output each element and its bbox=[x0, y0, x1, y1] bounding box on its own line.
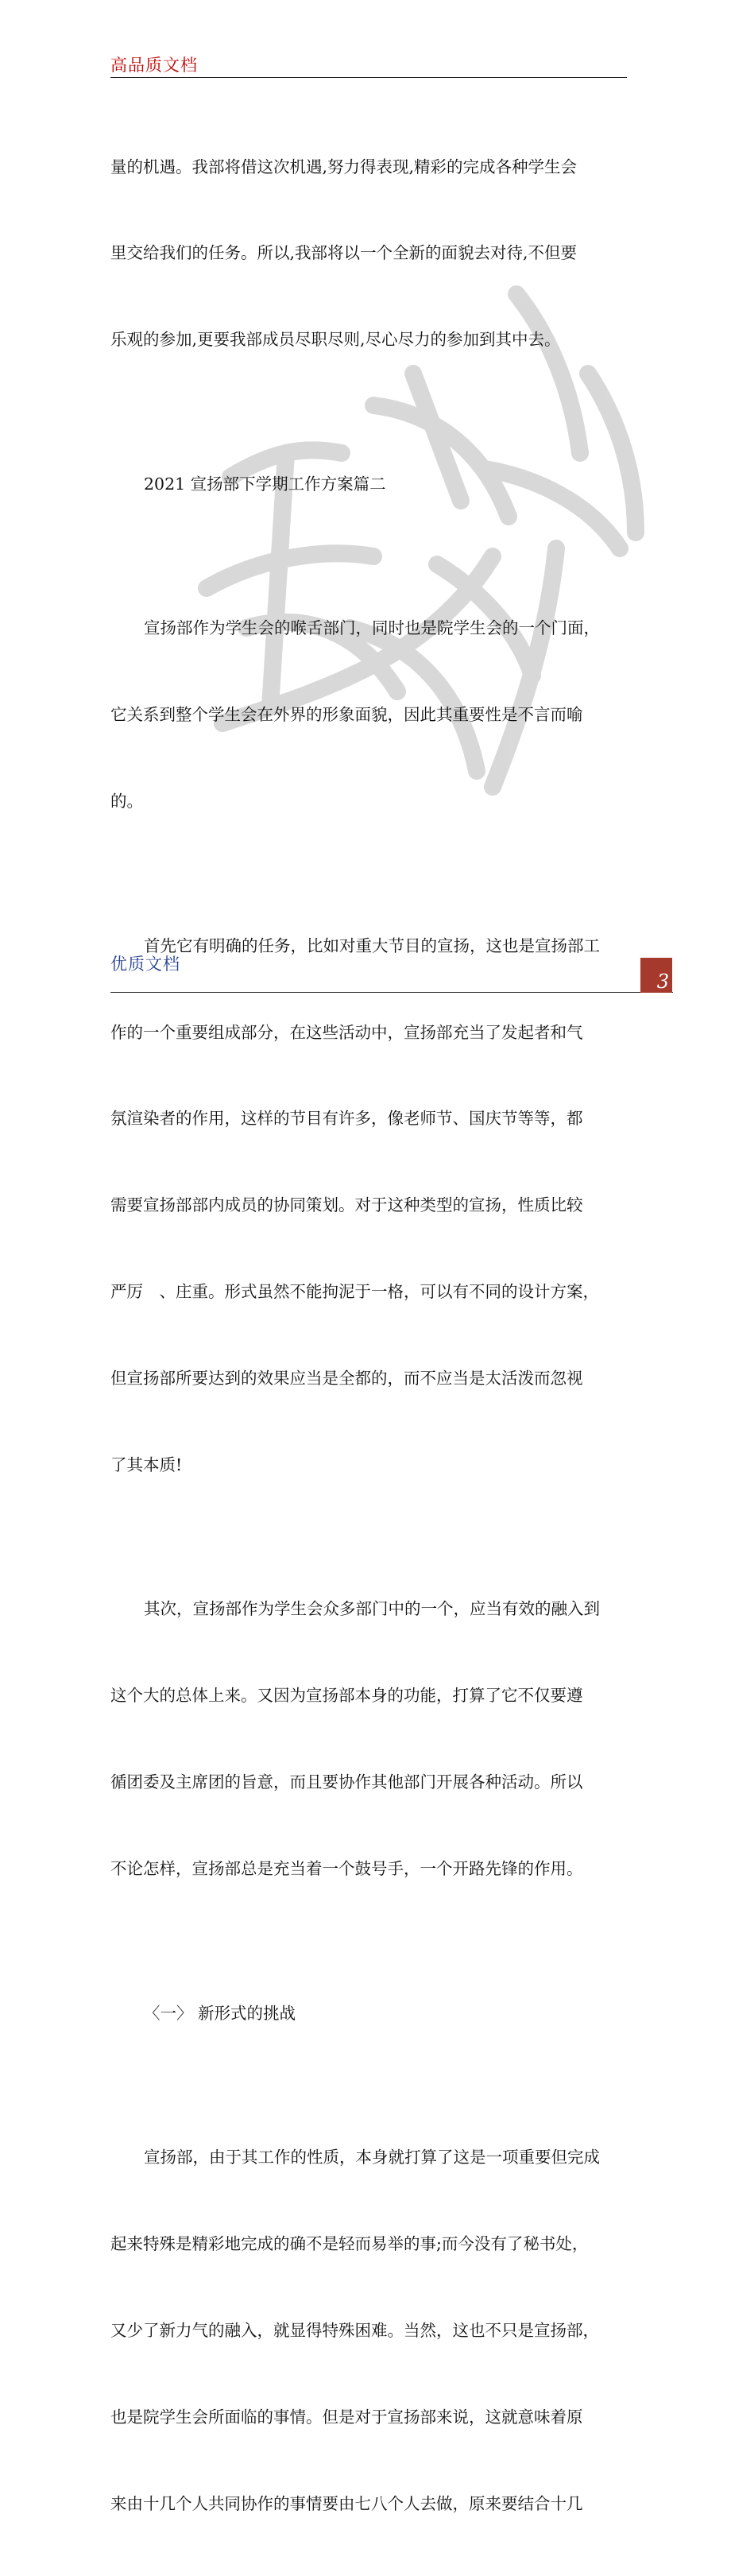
paragraph bbox=[110, 2085, 635, 2575]
subsection-heading bbox=[110, 1941, 635, 2085]
text-line: 它关系到整个学生会在外界的形象面貌，因此其重要性是不言而喻 bbox=[110, 705, 583, 725]
text-line: 需要宣扬部部内成员的协同策划。对于这种类型的宣扬，性质比较 bbox=[110, 1195, 583, 1215]
text-line: 作的一个重要组成部分，在这些活动中，宣扬部充当了发起者和气 bbox=[110, 1022, 583, 1042]
text-line: 来由十几个人共同协作的事情要由七八个人去做，原来要结合十几 bbox=[110, 2493, 583, 2513]
paragraph bbox=[110, 95, 635, 412]
paragraph bbox=[110, 556, 635, 874]
footer-divider bbox=[110, 992, 673, 993]
page-number: 3 bbox=[656, 970, 669, 993]
text-line: 量的机遇。我部将借这次机遇,努力得表现,精彩的完成各种学生会 bbox=[110, 157, 578, 176]
text-line: 了其本质! bbox=[110, 1455, 183, 1474]
text-line: 循团委及主席团的旨意，而且要协作其他部门开展各种活动。所以 bbox=[110, 1772, 583, 1792]
text-line: 宣扬部，由于其工作的性质，本身就打算了这是一项重要但完成 bbox=[144, 2148, 600, 2167]
text-line: 严厉 、庄重。形式虽然不能拘泥于一格，可以有不同的设计方案， bbox=[110, 1282, 599, 1302]
page-number-badge bbox=[640, 958, 672, 993]
paragraph bbox=[110, 1537, 635, 1941]
header-title: 高品质文档 bbox=[110, 56, 198, 75]
text-line: 也是院学生会所面临的事情。但是对于宣扬部来说，这就意味着原 bbox=[110, 2407, 583, 2427]
text-line: 〈一〉 新形式的挑战 bbox=[144, 2003, 296, 2023]
text-line: 首先它有明确的任务，比如对重大节目的宣扬，这也是宣扬部工 bbox=[144, 935, 600, 955]
text-line: 不论怎样，宣扬部总是充当着一个鼓号手，一个开路先锋的作用。 bbox=[110, 1859, 583, 1879]
footer-title: 优质文档 bbox=[110, 955, 180, 974]
text-line: 乐观的参加,更要我部成员尽职尽则,尽心尽力的参加到其中去。 bbox=[110, 330, 561, 350]
section-heading bbox=[110, 412, 635, 556]
text-line: 其次，宣扬部作为学生会众多部门中的一个，应当有效的融入到 bbox=[144, 1599, 600, 1619]
paragraph bbox=[110, 874, 635, 1537]
text-line: 又少了新力气的融入，就显得特殊困难。当然，这也不只是宣扬部， bbox=[110, 2320, 599, 2340]
text-line: 里交给我们的任务。所以,我部将以一个全新的面貌去对待,不但要 bbox=[110, 243, 578, 263]
text-line: 这个大的总体上来。又因为宣扬部本身的功能，打算了它不仅要遵 bbox=[110, 1686, 583, 1706]
text-line: 氛渲染者的作用，这样的节目有许多，像老师节、国庆节等等，都 bbox=[110, 1109, 583, 1129]
text-line: 起来特殊是精彩地完成的确不是轻而易举的事;而今没有了秘书处， bbox=[110, 2233, 589, 2253]
text-line: 宣扬部作为学生会的喉舌部门，同时也是院学生会的一个门面， bbox=[144, 618, 600, 638]
text-line: 的。 bbox=[110, 792, 143, 812]
document-body bbox=[110, 95, 635, 2576]
text-line: 但宣扬部所要达到的效果应当是全都的，而不应当是太活泼而忽视 bbox=[110, 1369, 583, 1389]
text-line: 2021 宣扬部下学期工作方案篇二 bbox=[144, 474, 386, 494]
header-divider bbox=[110, 77, 627, 78]
